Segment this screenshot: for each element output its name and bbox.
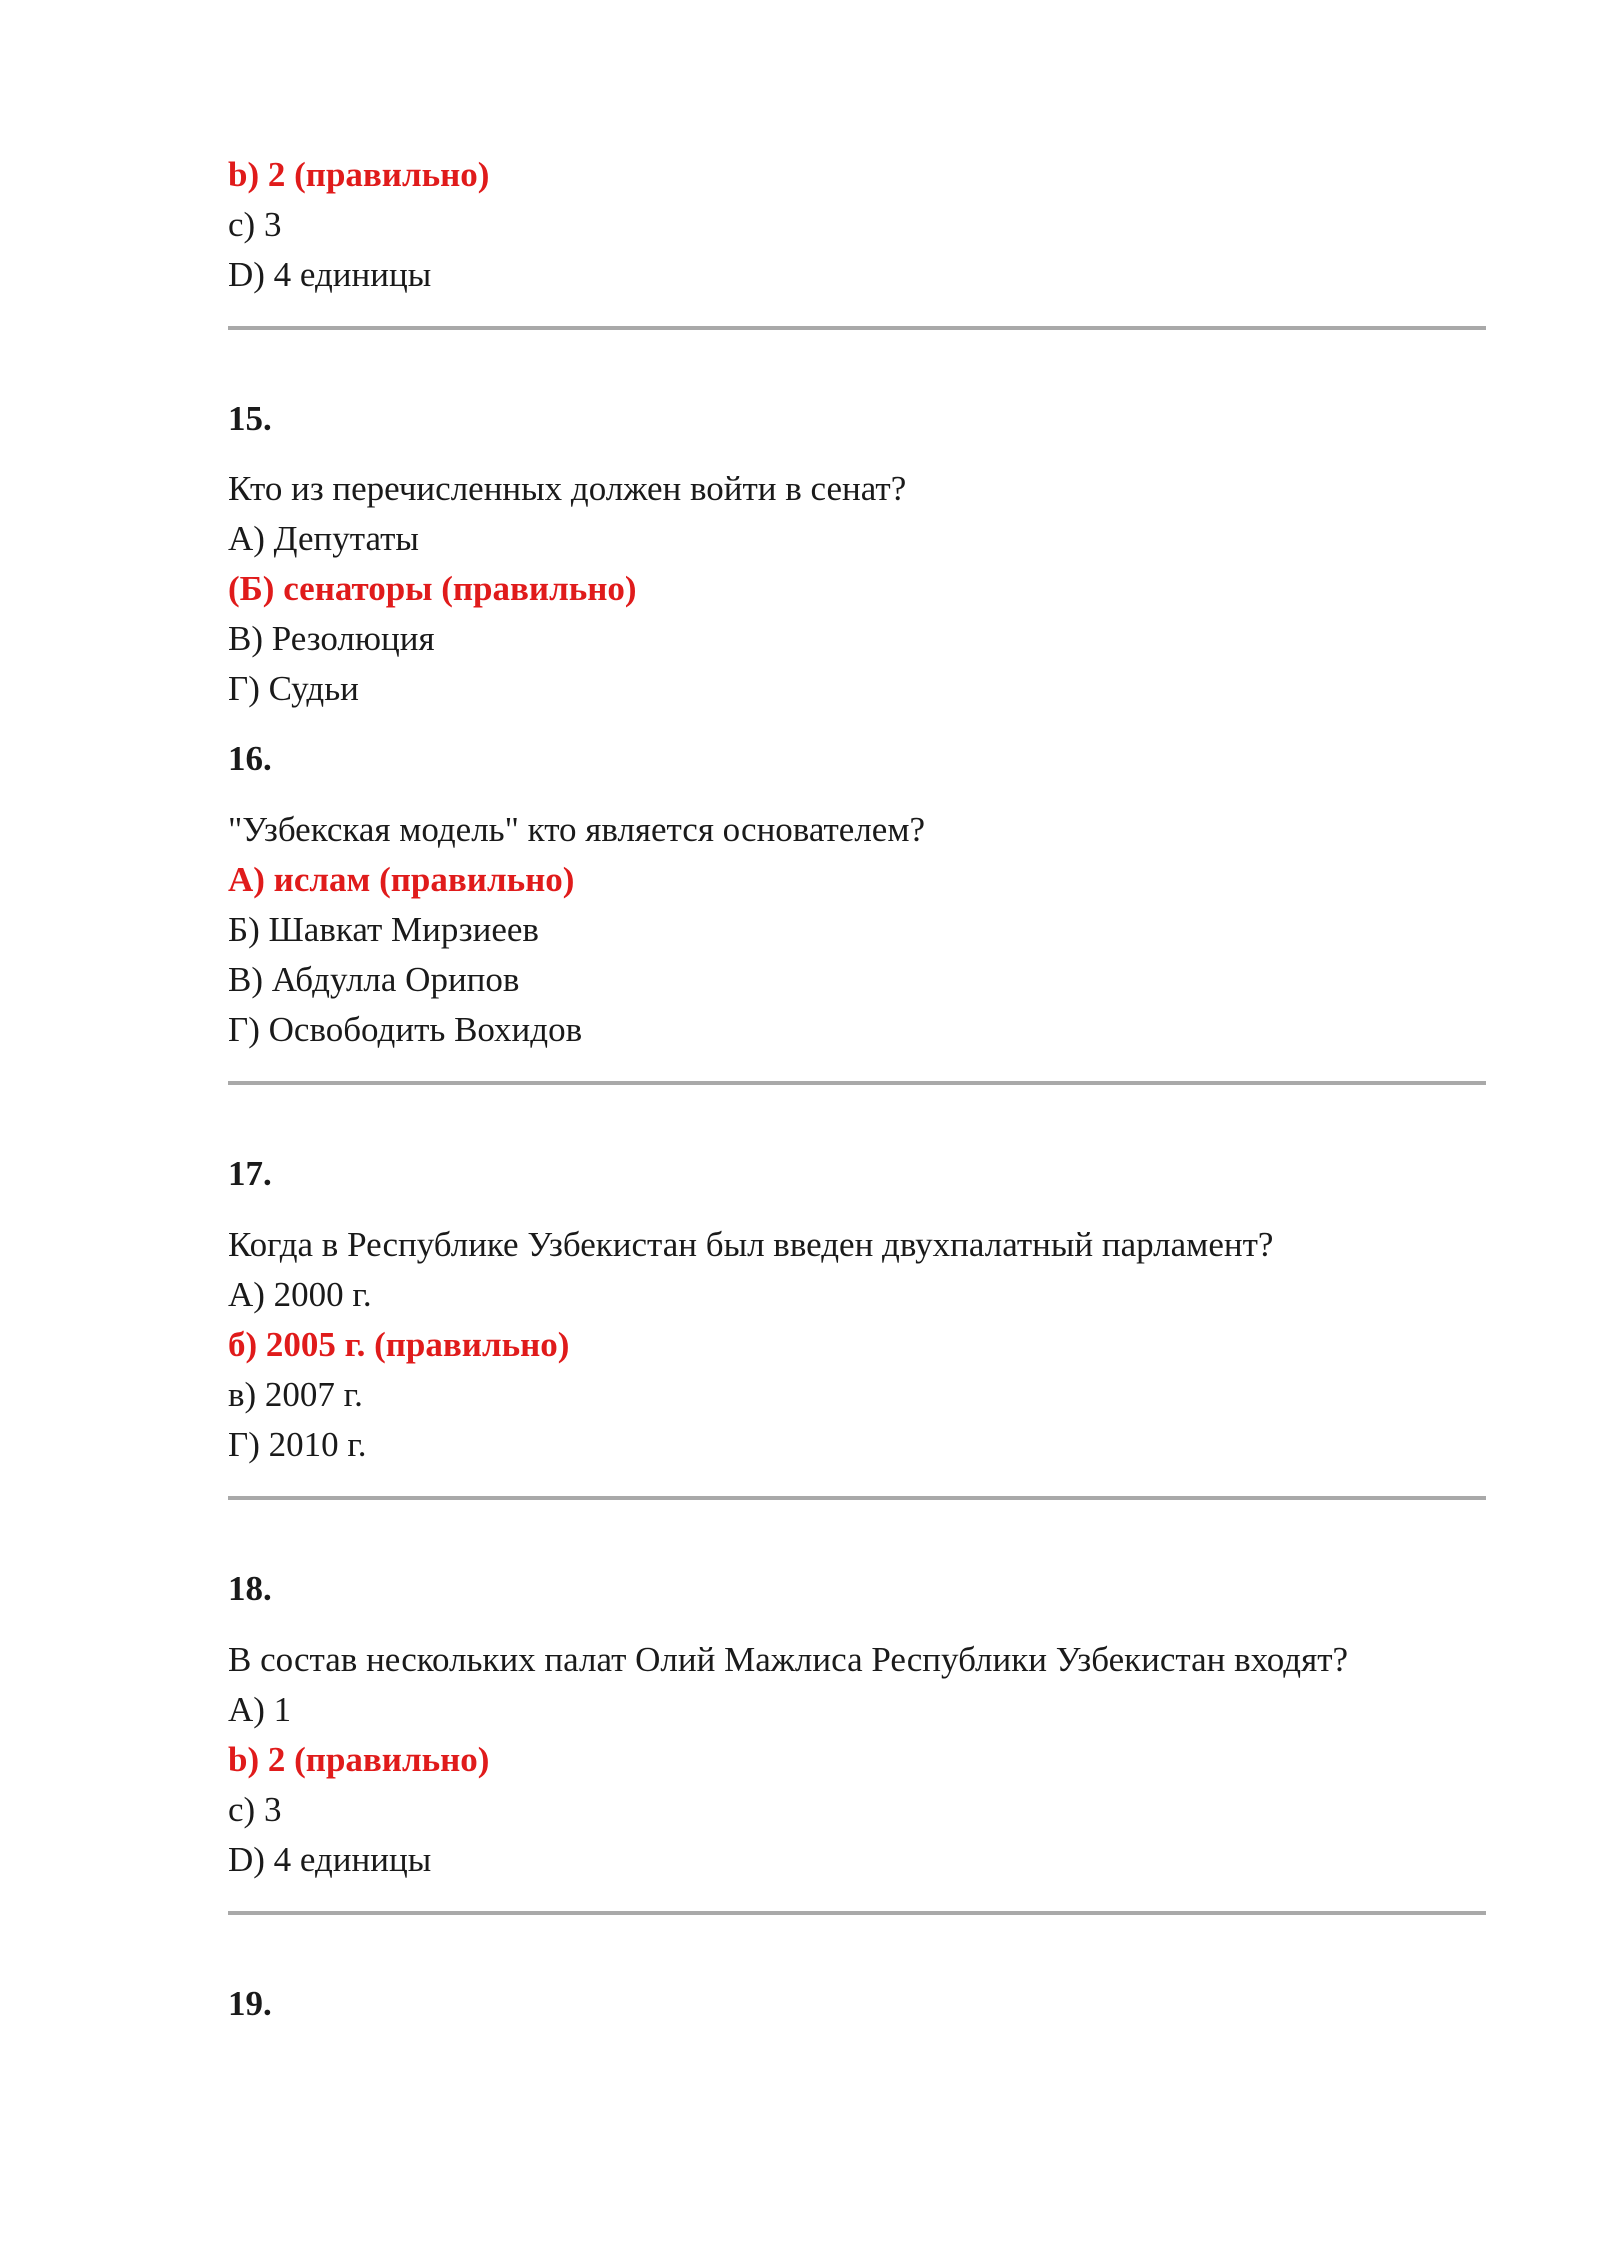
divider [228, 326, 1486, 330]
question-17 [228, 1149, 1488, 1470]
question-number: 18. [228, 1569, 272, 1608]
question-text: В состав нескольких палат Олий Мажлиса Республики Узбекистан входят? [228, 1640, 1349, 1679]
question-number: 19. [228, 1984, 272, 2023]
question-18 [228, 1564, 1488, 1885]
option-correct: б) 2005 г. (правильно) [228, 1325, 570, 1364]
divider [228, 1496, 1486, 1500]
option: c) 3 [228, 205, 282, 244]
option: в) 2007 г. [228, 1375, 363, 1414]
divider [228, 1911, 1486, 1915]
option-correct: b) 2 (правильно) [228, 155, 490, 194]
question-19 [228, 1979, 1488, 2029]
option: Б) Шавкат Мирзиеев [228, 910, 539, 949]
option-correct: А) ислам (правильно) [228, 860, 575, 899]
option-correct: b) 2 (правильно) [228, 1740, 490, 1779]
question-16 [228, 734, 1488, 1055]
option: D) 4 единицы [228, 1840, 432, 1879]
question-15 [228, 394, 1488, 714]
option: Г) 2010 г. [228, 1425, 367, 1464]
option: А) 2000 г. [228, 1275, 372, 1314]
option: В) Резолюция [228, 619, 435, 658]
question-number: 16. [228, 739, 272, 778]
question-number: 15. [228, 399, 272, 438]
option: Г) Судьи [228, 669, 359, 708]
option: В) Абдулла Орипов [228, 960, 520, 999]
question-14-fragment [228, 150, 1488, 300]
option: А) Депутаты [228, 519, 419, 558]
divider [228, 1081, 1486, 1085]
option: D) 4 единицы [228, 255, 432, 294]
question-text: Кто из перечисленных должен войти в сенат? [228, 469, 907, 508]
question-number: 17. [228, 1154, 272, 1193]
option: Г) Освободить Вохидов [228, 1010, 583, 1049]
question-text: Когда в Республике Узбекистан был введен двухпалатный парламент? [228, 1225, 1274, 1264]
option: А) 1 [228, 1690, 292, 1729]
option: c) 3 [228, 1790, 282, 1829]
document-page [228, 150, 1488, 2029]
question-text: "Узбекская модель" кто является основателем? [228, 810, 926, 849]
option-correct: (Б) сенаторы (правильно) [228, 569, 637, 608]
